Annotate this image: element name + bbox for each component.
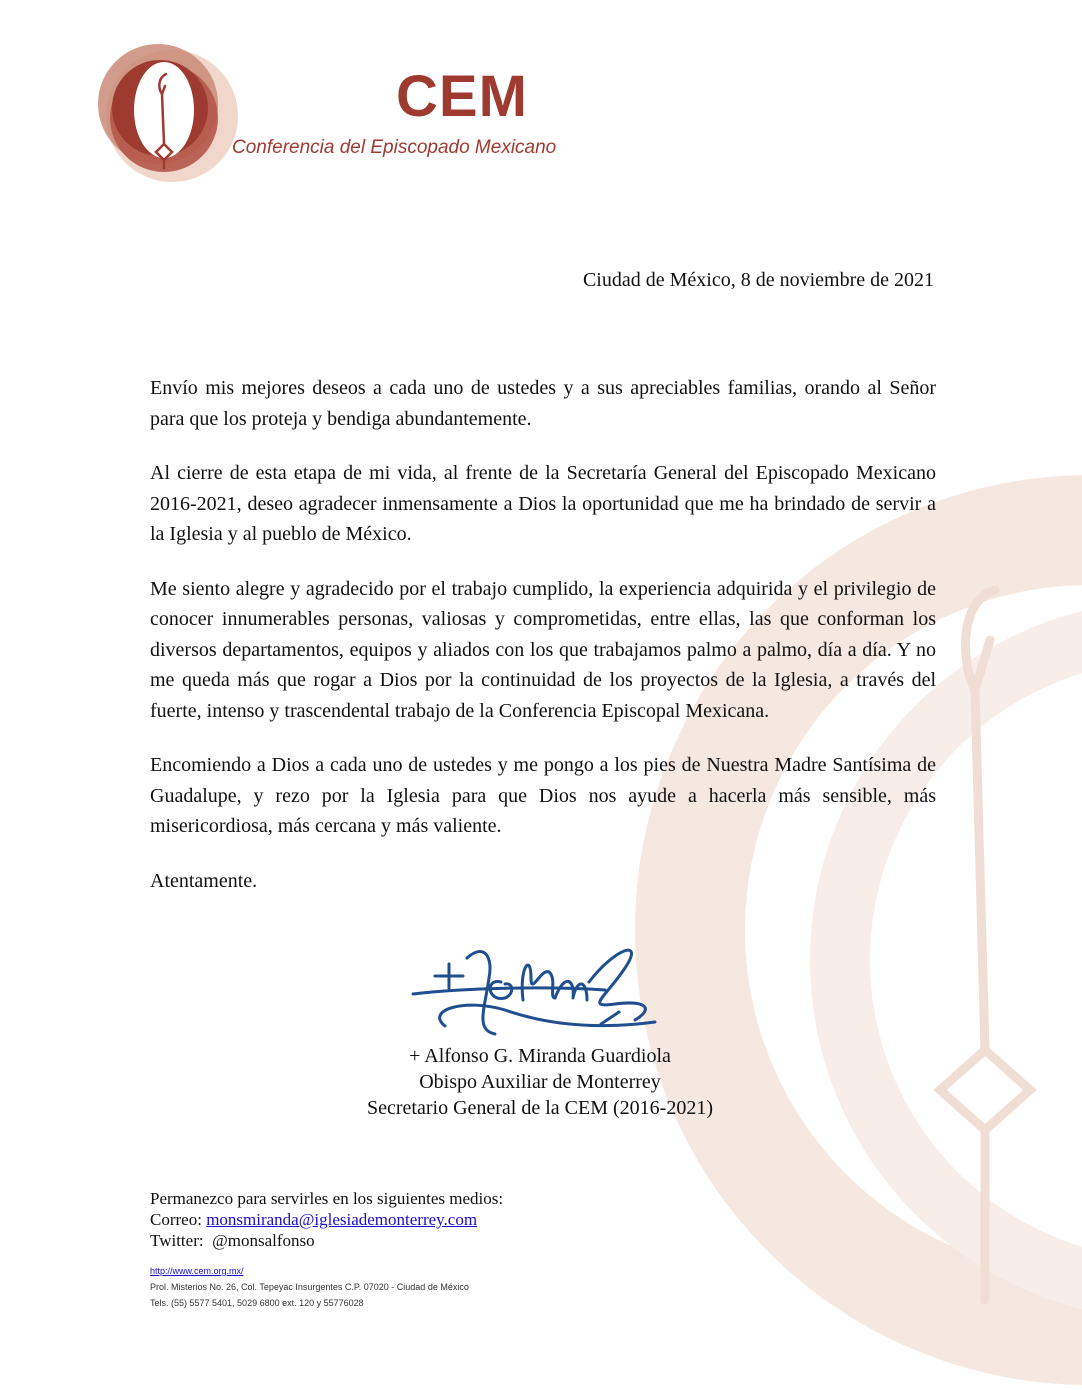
signer-role: Secretario General de la CEM (2016-2021) bbox=[367, 1097, 713, 1119]
signer-name: + Alfonso G. Miranda Guardiola bbox=[409, 1045, 671, 1067]
email-link[interactable]: monsmiranda@iglesiademonterrey.com bbox=[206, 1210, 478, 1229]
paragraph: Al cierre de esta etapa de mi vida, al frente de la Secretaría General del Episcopado Mexicano 2016-2021, deseo agradecer inmensamente a Dios la oportunidad que me ha brindado de servir a la Iglesia y al pueblo de México. bbox=[150, 462, 936, 545]
closing: Atentamente. bbox=[150, 869, 258, 892]
website-link[interactable]: http://www.cem.org.mx/ bbox=[150, 1266, 244, 1276]
letter-body bbox=[150, 373, 936, 920]
signer-title: Obispo Auxiliar de Monterrey bbox=[419, 1071, 661, 1093]
footer-address: Prol. Misterios No. 26, Col. Tepeyac Insurgentes C.P. 07020 - Ciudad de México bbox=[150, 1282, 469, 1292]
paragraph: Encomiendo a Dios a cada uno de ustedes y me pongo a los pies de Nuestra Madre Santísima de Guadalupe, y rezo por la Iglesia para que Dios nos ayude a hacerla más sensible, más misericordiosa, más cercana y más valiente. bbox=[150, 754, 936, 837]
cem-full-name: Conferencia del Episcopado Mexicano bbox=[232, 137, 557, 158]
footer-phones: Tels. (55) 5577 5401, 5029 6800 ext. 120 y 55776028 bbox=[150, 1298, 364, 1308]
contact-email-line bbox=[150, 1209, 503, 1230]
email-label: Correo: bbox=[150, 1210, 207, 1229]
cem-acronym: CEM bbox=[396, 64, 528, 129]
paragraph: Me siento alegre y agradecido por el trabajo cumplido, la experiencia adquirida y el privilegio de conocer innumerables personas, valiosas y comprometidas, entre ellas, las que conforman los diversos departamentos, equipos y aliados con los que trabajamos palmo a palmo, día a día. Y no me queda más que rogar a Dios por la continuidad de los proyectos de la Iglesia, a través del fuerte, intenso y trascendental trabajo de la Conferencia Episcopal Mexicana. bbox=[150, 577, 936, 722]
handwritten-signature-icon bbox=[405, 938, 665, 1048]
contact-block bbox=[150, 1188, 503, 1251]
letterhead-footer bbox=[150, 1263, 469, 1311]
twitter-handle: @monsalfonso bbox=[212, 1231, 315, 1250]
contact-twitter-line bbox=[150, 1230, 503, 1251]
signer-block bbox=[330, 1043, 750, 1121]
cem-logo bbox=[94, 44, 557, 194]
paragraph: Envío mis mejores deseos a cada uno de ustedes y a sus apreciables familias, orando al Señor para que los proteja y bendiga abundantemente. bbox=[150, 377, 936, 430]
date-line: Ciudad de México, 8 de noviembre de 2021 bbox=[582, 269, 934, 291]
cem-rings-logo-icon bbox=[94, 44, 244, 194]
twitter-label: Twitter: bbox=[150, 1231, 213, 1250]
contact-intro: Permanezco para servirles en los siguientes medios: bbox=[150, 1189, 504, 1208]
